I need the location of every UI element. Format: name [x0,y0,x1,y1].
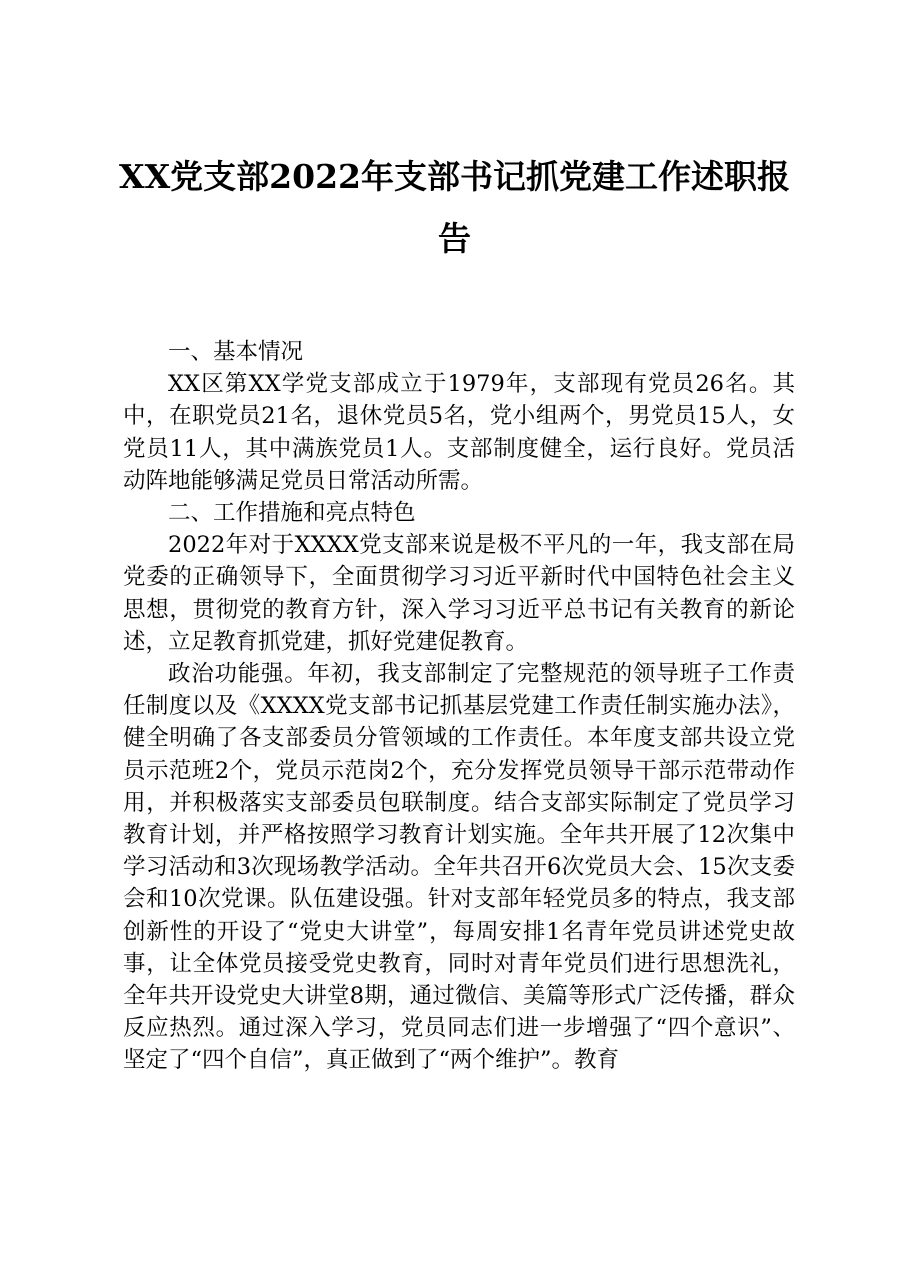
paragraph: XX区第XX学党支部成立于1979年，支部现有党员26名。其中，在职党员21名，退休党员5名，党小组两个，男党员15人，女党员11人，其中满族党员1人。支部制度健全，运行良好。党员活动阵地能够满足党员日常活动所需。 [123,371,795,494]
section-heading-basic-situation: 一、基本情况 [168,339,304,365]
paragraph: 2022年对于XXXX党支部来说是极不平凡的一年，我支部在局党委的正确领导下，全面贯彻学习习近平新时代中国特色社会主义思想，贯彻党的教育方针，深入学习习近平总书记有关教育的新论述，立足教育抓党建，抓好党建促教育。 [123,532,795,655]
document-body [123,336,795,1077]
paragraph: 政治功能强。年初，我支部制定了完整规范的领导班子工作责任制度以及《XXXX党支部书记抓基层党建工作责任制实施办法》，健全明确了各支部委员分管领域的工作责任。本年度支部共设立党员示范班2个，党员示范岗2个，充分发挥党员领导干部示范带动作用，并积极落实支部委员包联制度。结合支部实际制定了党员学习教育计划，并严格按照学习教育计划实施。全年共开展了12次集中学习活动和3次现场教学活动。全年共召开6次党员大会、15次支委会和10次党课。队伍建设强。针对支部年轻党员多的特点，我支部创新性的开设了“党史大讲堂”，每周安排1名青年党员讲述党史故事，让全体党员接受党史教育，同时对青年党员们进行思想洗礼，全年共开设党史大讲堂8期，通过微信、美篇等形式广泛传播，群众反应热烈。通过深入学习，党员同志们进一步增强了“四个意识”、坚定了“四个自信”，真正做到了“两个维护”。教育 [123,661,795,1074]
section-heading-work-measures: 二、工作措施和亮点特色 [168,500,416,527]
document-title: XX党支部2022年支部书记抓党建工作述职报告 [118,157,791,258]
